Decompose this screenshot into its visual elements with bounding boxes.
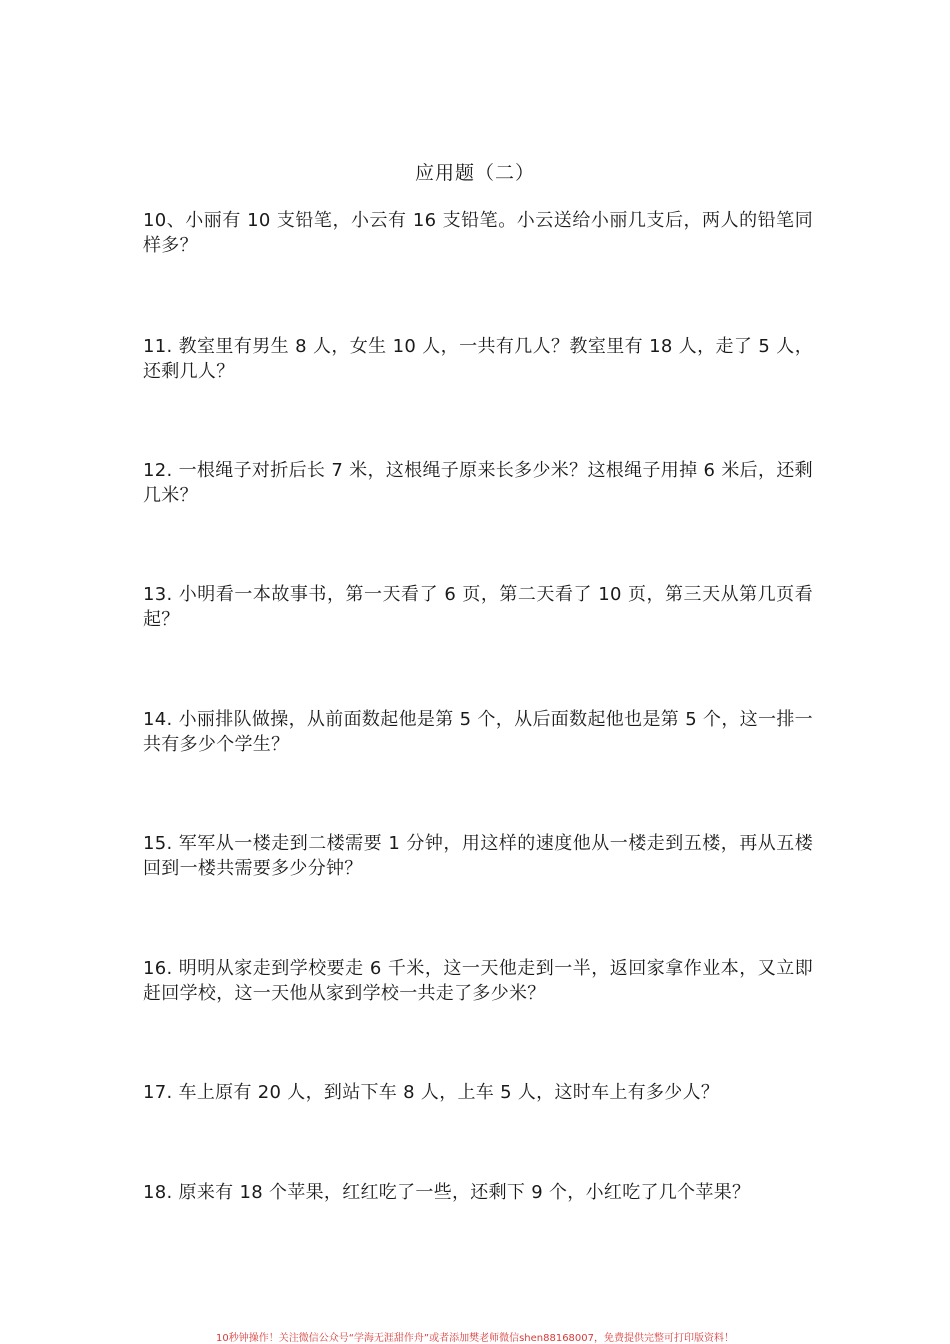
question-17: 17. 车上原有 20 人，到站下车 8 人，上车 5 人，这时车上有多少人？	[143, 1082, 720, 1103]
page-title: 应用题（二）	[414, 162, 535, 184]
question-10: 10、小丽有 10 支铅笔，小云有 16 支铅笔。小云送给小丽几支后，两人的铅笔同样多？	[143, 210, 813, 256]
footer-promo-text: 10秒钟操作！关注微信公众号“学海无涯甜作舟”或者添加樊老师微信shen88168007，免费提供完整可打印版资料！	[215, 1333, 735, 1344]
question-16: 16. 明明从家走到学校要走 6 千米，这一天他走到一半，返回家拿作业本，又立即赶回学校，这一天他从家到学校一共走了多少米？	[143, 958, 813, 1004]
question-12: 12. 一根绳子对折后长 7 米，这根绳子原来长多少米？这根绳子用掉 6 米后，还剩几米？	[143, 460, 813, 506]
question-14: 14. 小丽排队做操，从前面数起他是第 5 个，从后面数起他也是第 5 个，这一排一共有多少个学生？	[143, 709, 813, 755]
question-11: 11. 教室里有男生 8 人，女生 10 人，一共有几人？教室里有 18 人，走了 5 人，还剩几人？	[143, 336, 813, 382]
question-18: 18. 原来有 18 个苹果，红红吃了一些，还剩下 9 个，小红吃了几个苹果？	[143, 1182, 751, 1203]
question-13: 13. 小明看一本故事书，第一天看了 6 页，第二天看了 10 页，第三天从第几页看起？	[143, 584, 813, 630]
question-15: 15. 军军从一楼走到二楼需要 1 分钟，用这样的速度他从一楼走到五楼，再从五楼回到一楼共需要多少分钟？	[143, 833, 813, 879]
